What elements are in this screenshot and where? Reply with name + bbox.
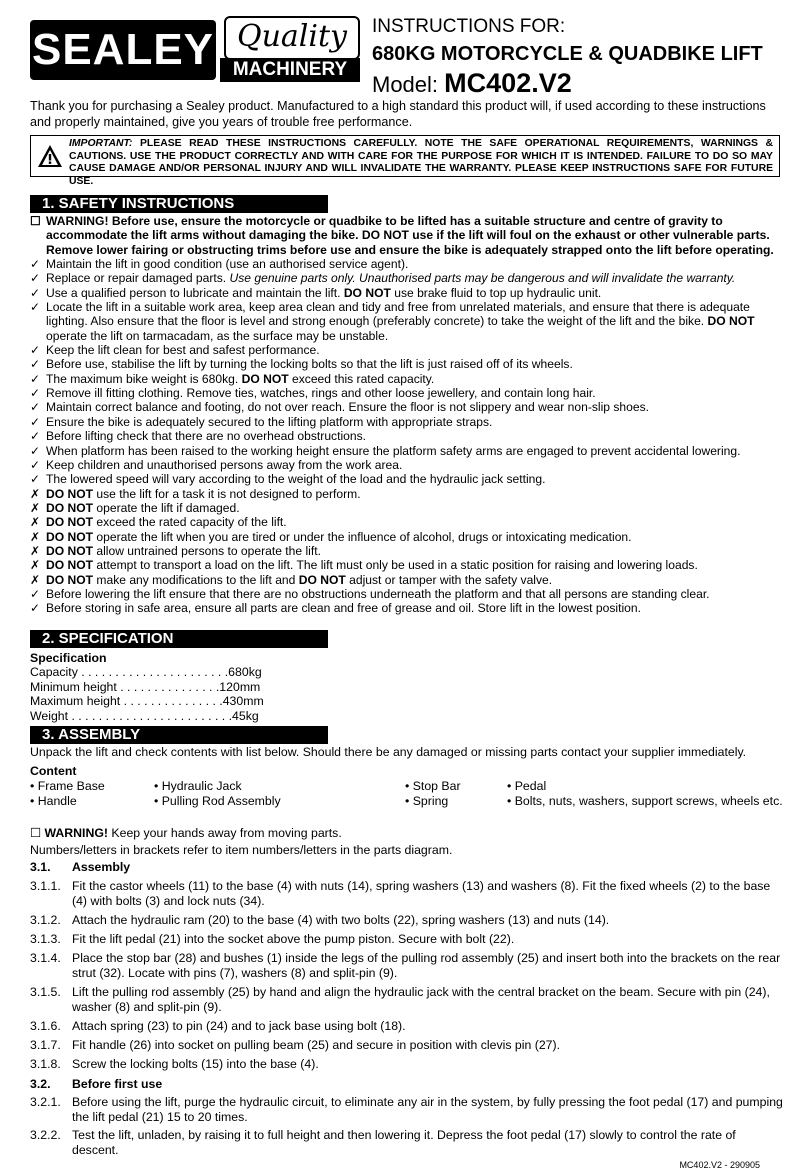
spec-value: 430mm — [222, 694, 264, 709]
safety-item — [30, 601, 782, 615]
spec-value: 120mm — [219, 679, 261, 694]
subsection-title: Before first use — [72, 1077, 163, 1091]
safety-item — [30, 458, 782, 472]
safety-item-text: operate the lift when you are tired or under the influence of alcohol, drugs or intoxicating medication. — [93, 529, 632, 544]
safety-item-text: attempt to transport a load on the lift. The lift must only be used in a static position for raising and lowering loads. — [93, 558, 698, 573]
content-item: • Bolts, nuts, washers, support screws, wheels etc. — [507, 794, 783, 808]
safety-item-text: Remove ill fitting clothing. Remove ties, watches, rings and other loose jewellery, and contain long hair. — [46, 386, 596, 401]
safety-item-text: Before storing in safe area, ensure all parts are clean and free of grease and oil. Store lift in the lowest position. — [46, 601, 641, 616]
subsection-3-2-heading — [30, 1077, 784, 1092]
safety-item-text: operate the lift if damaged. — [93, 500, 240, 515]
safety-item — [30, 343, 782, 357]
do-not-text: DO NOT — [46, 500, 94, 515]
safety-item — [30, 501, 782, 515]
step-text: Lift the pulling rod assembly (25) by hand and align the hydraulic jack with the central bracket on the beam. Secure with pin (24), washer (8) and split-pin (9). — [72, 985, 770, 1014]
check-icon: ✓ — [30, 414, 41, 429]
safety-section-heading: 1. SAFETY INSTRUCTIONS — [30, 195, 328, 213]
numbers-note: Numbers/letters in brackets refer to item numbers/letters in the parts diagram. — [30, 843, 453, 857]
safety-instructions — [30, 214, 782, 616]
step-number: 3.1.3. — [30, 932, 61, 946]
safety-item-text: When platform has been raised to the working height ensure the platform safety arms are engaged to prevent accidental lowering. — [46, 443, 741, 458]
assembly-block — [30, 745, 784, 1158]
check-icon: ✓ — [30, 357, 41, 372]
safety-item — [30, 386, 782, 400]
check-icon: ✓ — [30, 271, 41, 286]
spec-label: Weight . . . . . . . . . . . . . . . . . . . . . . . . — [30, 708, 233, 723]
assembly-warning-label: WARNING! — [44, 826, 108, 840]
subsection-number: 3.2. — [30, 1077, 51, 1091]
safety-item — [30, 286, 782, 300]
step-number: 3.1.7. — [30, 1038, 61, 1052]
spec-label: Maximum height . . . . . . . . . . . . . . . — [30, 694, 223, 709]
cross-icon: ✗ — [30, 529, 41, 544]
step-number: 3.1.8. — [30, 1057, 61, 1071]
safety-item — [30, 573, 782, 587]
checkbox-icon: ☐ — [30, 214, 41, 228]
assembly-step — [30, 879, 784, 909]
specification-block — [30, 651, 264, 723]
assembly-step — [30, 1128, 784, 1158]
cross-icon: ✗ — [30, 558, 41, 573]
step-text: Attach spring (23) to pin (24) and to jack base using bolt (18). — [72, 1019, 406, 1033]
do-not-text: DO NOT — [46, 558, 94, 573]
content-item: • Stop Bar — [405, 779, 461, 793]
safety-item-text: exceed this rated capacity. — [288, 371, 435, 386]
warning-triangle-icon — [37, 144, 63, 168]
spec-label: Capacity . . . . . . . . . . . . . . . . . . . . . . — [30, 665, 229, 680]
assembly-step — [30, 1019, 784, 1034]
safety-item — [30, 257, 782, 271]
assembly-step — [30, 1038, 784, 1053]
check-icon: ✓ — [30, 300, 41, 315]
safety-item — [30, 400, 782, 414]
safety-item-text: Before use, stabilise the lift by turning the locking bolts so that the lift is just raised off of its wheels. — [46, 357, 573, 372]
spec-row — [30, 694, 264, 708]
step-number: 3.1.5. — [30, 985, 61, 999]
assembly-step — [30, 1095, 784, 1125]
important-notice-text — [69, 138, 773, 188]
safety-item — [30, 515, 782, 529]
model-label: Model: — [372, 72, 439, 97]
quality-machinery-logo — [220, 16, 360, 84]
safety-item-text: make any modifications to the lift and — [93, 572, 299, 587]
assembly-section-heading: 3. ASSEMBLY — [30, 726, 328, 744]
cross-icon: ✗ — [30, 543, 41, 558]
important-notice-box — [30, 135, 780, 187]
safety-item-text: adjust or tamper with the safety valve. — [345, 572, 553, 587]
safety-item-text: Use a qualified person to lubricate and maintain the lift. — [46, 285, 344, 300]
cross-icon: ✗ — [30, 500, 41, 515]
step-number: 3.1.1. — [30, 879, 61, 893]
step-number: 3.2.1. — [30, 1095, 61, 1109]
safety-item — [30, 472, 782, 486]
specification-subheading: Specification — [30, 651, 107, 665]
step-text: Fit the castor wheels (11) to the base (4) with nuts (14), spring washers (13) and washers (8). Fit the fixed wheels (2) to the base (4) with bolts (3) and lock nuts (34). — [72, 879, 771, 908]
safety-item-text: operate the lift on tarmacadam, as the surface may be unstable. — [46, 328, 389, 343]
step-text: Fit handle (26) into socket on pulling beam (25) and secure in position with clevis pin (27). — [72, 1038, 561, 1052]
step-text: Screw the locking bolts (15) into the base (4). — [72, 1057, 319, 1071]
safety-item — [30, 372, 782, 386]
do-not-text: DO NOT — [298, 572, 346, 587]
content-item: • Pulling Rod Assembly — [154, 794, 281, 808]
assembly-steps — [30, 879, 784, 1072]
safety-item-text: The maximum bike weight is 680kg. — [46, 371, 242, 386]
check-icon: ✓ — [30, 343, 41, 358]
safety-item-text: allow untrained persons to operate the lift. — [93, 543, 321, 558]
safety-item-text: Ensure the bike is adequately secured to the lifting platform with appropriate straps. — [46, 414, 493, 429]
safety-item — [30, 558, 782, 572]
step-text: Place the stop bar (28) and bushes (1) inside the legs of the pulling rod assembly (25) and insert both into the brackets on the rear strut (32). Locate with pins (7), washers (8) and split-pin (9). — [72, 951, 781, 980]
safety-item-italic: Use genuine parts only. Unauthorised parts may be dangerous and will invalidate the warranty. — [229, 271, 736, 286]
step-number: 3.1.6. — [30, 1019, 61, 1033]
safety-warning-text: WARNING! Before use, ensure the motorcycle or quadbike to be lifted has a suitable structure and centre of gravity to accommodate the lift arms without damaging the bike. DO NOT use if the lift will foul on the exhaust or other vulnerable parts. Remove lower fairing or obstructing trims before use and ensure the bike is adequately strapped onto the lift before operating. — [46, 214, 774, 257]
safety-item — [30, 444, 782, 458]
safety-item-text: use the lift for a task it is not designed to perform. — [93, 486, 361, 501]
step-text: Fit the lift pedal (21) into the socket above the pump piston. Secure with bolt (22). — [72, 932, 515, 946]
spec-row — [30, 709, 264, 723]
safety-item-text: Keep the lift clean for best and safest performance. — [46, 343, 320, 358]
step-text: Before using the lift, purge the hydraulic circuit, to eliminate any air in the system, by fully pressing the foot pedal (17) and pumping the lift pedal (21) 15 to 20 times. — [72, 1095, 783, 1124]
spec-row — [30, 665, 264, 679]
spec-row — [30, 680, 264, 694]
content-item: • Frame Base — [30, 779, 105, 793]
check-icon: ✓ — [30, 443, 41, 458]
check-icon: ✓ — [30, 371, 41, 386]
safety-item — [30, 429, 782, 443]
do-not-text: DO NOT — [46, 529, 94, 544]
safety-item-text: Maintain the lift in good condition (use an authorised service agent). — [46, 257, 409, 272]
instructions-for-label: INSTRUCTIONS FOR: — [372, 16, 566, 37]
do-not-text: DO NOT — [46, 515, 94, 530]
assembly-step — [30, 932, 784, 947]
model-line — [372, 68, 572, 99]
step-number: 3.1.4. — [30, 951, 61, 965]
safety-item-text: exceed the rated capacity of the lift. — [93, 515, 287, 530]
safety-item — [30, 300, 782, 343]
content-item: • Handle — [30, 794, 77, 808]
check-icon: ✓ — [30, 457, 41, 472]
safety-item-text: Keep children and unauthorised persons away from the work area. — [46, 457, 403, 472]
quality-logo-text: Quality — [224, 16, 360, 60]
spec-value: 680kg — [228, 665, 262, 680]
subsection-number: 3.1. — [30, 860, 51, 874]
do-not-text: DO NOT — [241, 371, 289, 386]
check-icon: ✓ — [30, 472, 41, 487]
assembly-step — [30, 951, 784, 981]
safety-warning — [30, 214, 782, 257]
safety-item — [30, 587, 782, 601]
cross-icon: ✗ — [30, 486, 41, 501]
step-number: 3.1.2. — [30, 913, 61, 927]
assembly-step — [30, 1057, 784, 1072]
spec-value: 45kg — [232, 708, 259, 723]
safety-item-text: use brake fluid to top up hydraulic unit. — [390, 285, 602, 300]
first-use-steps — [30, 1095, 784, 1158]
checkbox-icon: ☐ — [30, 826, 42, 840]
safety-item — [30, 271, 782, 285]
specification-table — [30, 665, 264, 723]
sealey-logo: SEALEY — [30, 20, 216, 80]
content-heading: Content — [30, 764, 77, 778]
spec-label: Minimum height . . . . . . . . . . . . . . . — [30, 679, 220, 694]
document-reference: MC402.V2 - 290905 — [679, 1160, 760, 1170]
safety-item-text: The lowered speed will vary according to the weight of the load and the hydraulic jack setting. — [46, 472, 546, 487]
contents-list — [30, 779, 784, 811]
content-item: • Spring — [405, 794, 449, 808]
do-not-text: DO NOT — [343, 285, 391, 300]
safety-item — [30, 487, 782, 501]
machinery-logo-text: MACHINERY — [220, 58, 360, 82]
product-title: 680KG MOTORCYCLE & QUADBIKE LIFT — [372, 43, 763, 65]
do-not-text: DO NOT — [46, 486, 94, 501]
safety-item-text: Locate the lift in a suitable work area, keep area clean and tidy and free from unrelated materials, and ensure that there is adequate lighting. Also ensure that the floor is level and strong enough (preferably concrete) to take the weight of the lift and the bike. — [46, 300, 750, 329]
model-number: MC402.V2 — [444, 68, 572, 98]
step-text: Attach the hydraulic ram (20) to the base (4) with two bolts (22), spring washers (13) and nuts (14). — [72, 913, 610, 927]
do-not-text: DO NOT — [46, 572, 94, 587]
assembly-step — [30, 985, 784, 1015]
safety-item — [30, 357, 782, 371]
intro-text: Thank you for purchasing a Sealey product. Manufactured to a high standard this product will, if used according to these instructions and properly maintained, give you years of trouble free performance. — [30, 99, 766, 129]
specification-section-heading: 2. SPECIFICATION — [30, 630, 328, 648]
step-text: Test the lift, unladen, by raising it to full height and then lowering it. Depress the foot pedal (17) slowly to control the rate of descent. — [72, 1128, 736, 1157]
safety-list — [30, 257, 782, 616]
important-body: PLEASE READ THESE INSTRUCTIONS CAREFULLY. NOTE THE SAFE OPERATIONAL REQUIREMENTS, WARNINGS & CAUTIONS. USE THE PRODUCT CORRECTLY AND WITH CARE FOR THE PURPOSE FOR WHICH IT IS INTENDED. FAILURE TO DO SO MAY CAUSE DAMAGE AND/OR PERSONAL INJURY AND WILL INVALIDATE THE WARRANTY. PLEASE KEEP INSTRUCTIONS SAFE FOR FUTURE USE. — [69, 138, 773, 187]
check-icon: ✓ — [30, 586, 41, 601]
content-item: • Pedal — [507, 779, 547, 793]
safety-item-text: Replace or repair damaged parts. — [46, 271, 230, 286]
unpack-text: Unpack the lift and check contents with list below. Should there be any damaged or missing parts contact your supplier immediately. — [30, 745, 747, 759]
safety-item — [30, 530, 782, 544]
do-not-text: DO NOT — [46, 543, 94, 558]
important-label: IMPORTANT: — [69, 138, 133, 149]
assembly-step — [30, 913, 784, 928]
safety-item-text: Maintain correct balance and footing, do not over reach. Ensure the floor is not slippery and wear non-slip shoes. — [46, 400, 650, 415]
safety-item — [30, 544, 782, 558]
check-icon: ✓ — [30, 429, 41, 444]
do-not-text: DO NOT — [707, 314, 755, 329]
cross-icon: ✗ — [30, 572, 41, 587]
check-icon: ✓ — [30, 257, 41, 272]
check-icon: ✓ — [30, 601, 41, 616]
content-item: • Hydraulic Jack — [154, 779, 242, 793]
assembly-warning-text: Keep your hands away from moving parts. — [107, 826, 342, 840]
check-icon: ✓ — [30, 400, 41, 415]
step-number: 3.2.2. — [30, 1128, 61, 1142]
safety-item — [30, 415, 782, 429]
subsection-title: Assembly — [72, 860, 131, 874]
check-icon: ✓ — [30, 386, 41, 401]
safety-item-text: Before lowering the lift ensure that there are no obstructions underneath the platform and that all persons are standing clear. — [46, 586, 710, 601]
assembly-warning — [30, 826, 784, 841]
safety-item-text: Before lifting check that there are no overhead obstructions. — [46, 429, 367, 444]
check-icon: ✓ — [30, 285, 41, 300]
cross-icon: ✗ — [30, 515, 41, 530]
subsection-3-1-heading — [30, 860, 784, 875]
